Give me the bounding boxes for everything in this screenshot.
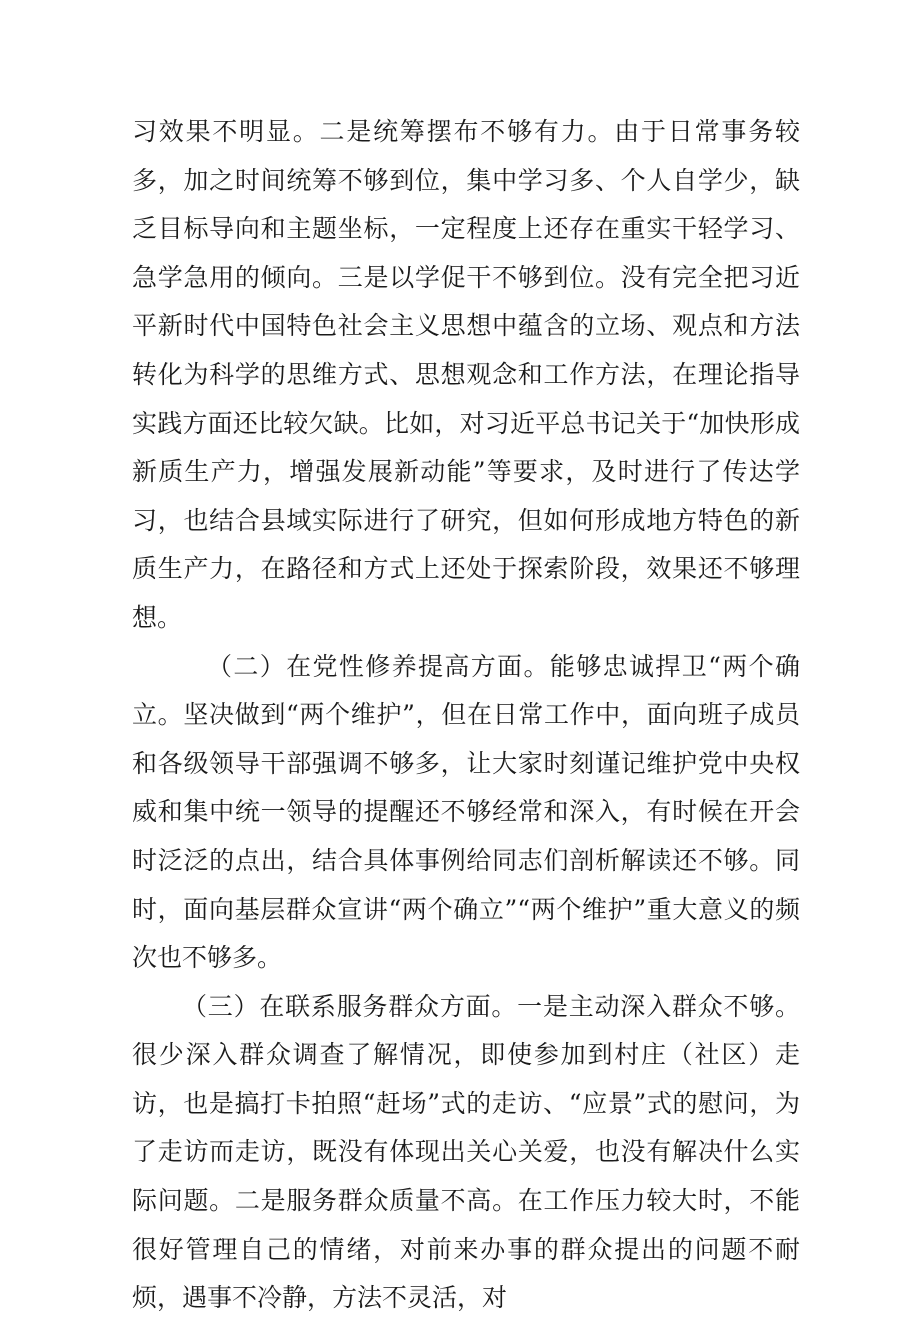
document-body [132,108,800,1323]
paragraph-study-continuation: 习效果不明显。二是统筹摆布不够有力。由于日常事务较多，加之时间统筹不够到位，集中学习多、个人自学少，缺乏目标导向和主题坐标，一定程度上还存在重实干轻学习、急学急用的倾向。三是以学促干不够到位。没有完全把习近平新时代中国特色社会主义思想中蕴含的立场、观点和方法转化为科学的思维方式、思想观念和工作方法，在理论指导实践方面还比较欠缺。比如，对习近平总书记关于“加快形成新质生产力，增强发展新动能”等要求，及时进行了传达学习，也结合县域实际进行了研究，但如何形成地方特色的新质生产力，在路径和方式上还处于探索阶段，效果还不够理想。 [132,117,800,632]
paragraph-serving-masses: （三）在联系服务群众方面。一是主动深入群众不够。很少深入群众调查了解情况，即使参加到村庄（社区）走访，也是搞打卡拍照“赶场”式的走访、“应景”式的慰问，为了走访而走访，既没有体现出关心关爱，也没有解决什么实际问题。二是服务群众质量不高。在工作压力较大时，不能很好管理自己的情绪，对前来办事的群众提出的问题不耐烦，遇事不冷静，方法不灵活，对 [132,991,800,1313]
paragraph-party-spirit: （二）在党性修养提高方面。能够忠诚捍卫“两个确立。坚决做到“两个维护”，但在日常工作中，面向班子成员和各级领导干部强调不够多，让大家时刻谨记维护党中央权威和集中统一领导的提醒还不够经常和深入，有时候在开会时泛泛的点出，结合具体事例给同志们剖析解读还不够。同时，面向基层群众宣讲“两个确立”“两个维护”重大意义的频次也不够多。 [132,651,800,973]
